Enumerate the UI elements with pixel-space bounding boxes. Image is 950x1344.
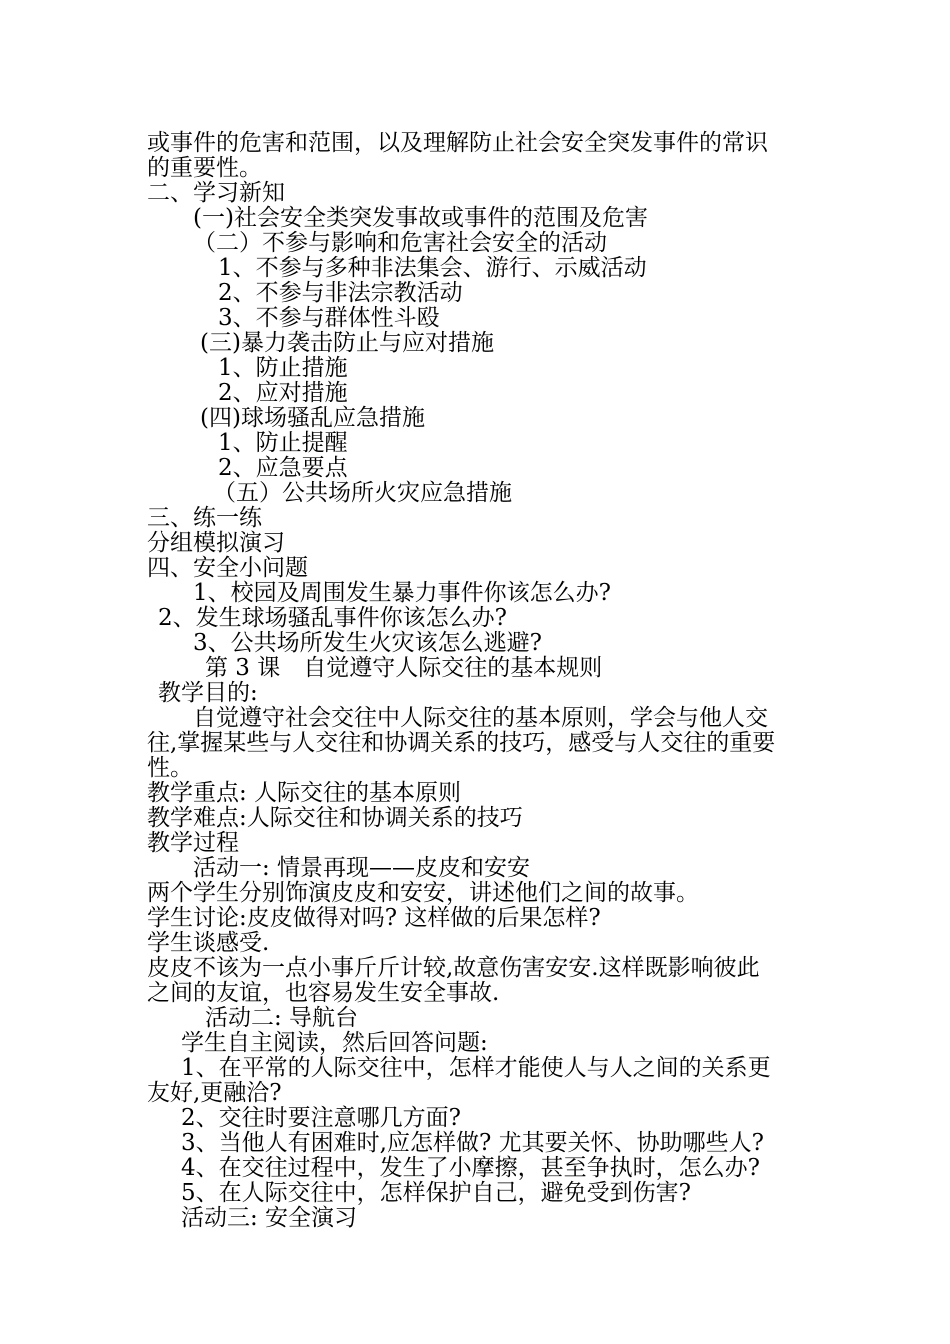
text-line: 自觉遵守社会交往中人际交往的基本原则，学会与他人交 (193, 705, 768, 731)
label-heading: 教学过程 (147, 830, 239, 856)
text-line: 两个学生分别饰演皮皮和安安，讲述他们之间的故事。 (147, 880, 699, 906)
subsection-heading: (三)暴力袭击防止与应对措施 (200, 330, 494, 356)
subsection-heading: (一)社会安全类突发事故或事件的范围及危害 (193, 205, 648, 231)
list-item: 1、在平常的人际交往中，怎样才能使人与人之间的关系更 (181, 1055, 771, 1081)
text-line: 学生谈感受. (147, 930, 270, 956)
activity-heading: 活动一: 情景再现——皮皮和安安 (193, 855, 531, 881)
label-heading: 教学难点:人际交往和协调关系的技巧 (147, 805, 523, 831)
list-item: 1、不参与多种非法集会、游行、示威活动 (218, 255, 647, 281)
label-heading: 教学重点: 人际交往的基本原则 (147, 780, 462, 806)
activity-heading: 活动二: 导航台 (205, 1005, 359, 1031)
text-line: 往,掌握某些与人交往和协调关系的技巧，感受与人交往的重要 (147, 730, 776, 756)
list-item: 2、应急要点 (218, 455, 348, 481)
text-line: 学生讨论:皮皮做得对吗? 这样做的后果怎样? (147, 905, 601, 931)
section-heading: 四、安全小问题 (147, 555, 308, 581)
text-line: 友好,更融洽? (147, 1080, 282, 1106)
list-item: 1、防止措施 (218, 355, 348, 381)
lesson-title: 第 3 课 自觉遵守人际交往的基本规则 (205, 655, 603, 681)
activity-heading: 活动三: 安全演习 (181, 1205, 358, 1231)
list-item: 2、交往时要注意哪几方面? (181, 1105, 461, 1131)
list-item: 3、当他人有困难时,应怎样做? 尤其要关怀、协助哪些人? (181, 1130, 764, 1156)
subsection-heading: (四)球场骚乱应急措施 (200, 405, 425, 431)
text-line: 的重要性。 (147, 155, 262, 181)
label-heading: 教学目的: (158, 680, 258, 706)
list-item: 2、发生球场骚乱事件你该怎么办? (158, 605, 507, 631)
section-heading: 二、学习新知 (147, 180, 285, 206)
list-item: 3、不参与群体性斗殴 (218, 305, 440, 331)
list-item: 2、不参与非法宗教活动 (218, 280, 463, 306)
text-line: 皮皮不该为一点小事斤斤计较,故意伤害安安.这样既影响彼此 (147, 955, 760, 981)
list-item: 3、公共场所发生火灾该怎么逃避? (193, 630, 542, 656)
text-line: 学生自主阅读，然后回答问题: (181, 1030, 488, 1056)
text-line: 分组模拟演习 (147, 530, 285, 556)
list-item: 2、应对措施 (218, 380, 348, 406)
text-line: 性。 (147, 755, 193, 781)
list-item: 5、在人际交往中，怎样保护自己，避免受到伤害? (181, 1180, 691, 1206)
list-item: 1、校园及周围发生暴力事件你该怎么办? (193, 580, 611, 606)
text-line: 之间的友谊，也容易发生安全事故. (147, 980, 500, 1006)
list-item: 4、在交往过程中，发生了小摩擦，甚至争执时，怎么办? (181, 1155, 760, 1181)
subsection-heading: （五）公共场所火灾应急措施 (213, 480, 512, 506)
text-line: 或事件的危害和范围，以及理解防止社会安全突发事件的常识 (147, 130, 768, 156)
list-item: 1、防止提醒 (218, 430, 348, 456)
section-heading: 三、练一练 (147, 505, 262, 531)
subsection-heading: （二）不参与影响和危害社会安全的活动 (193, 230, 607, 256)
